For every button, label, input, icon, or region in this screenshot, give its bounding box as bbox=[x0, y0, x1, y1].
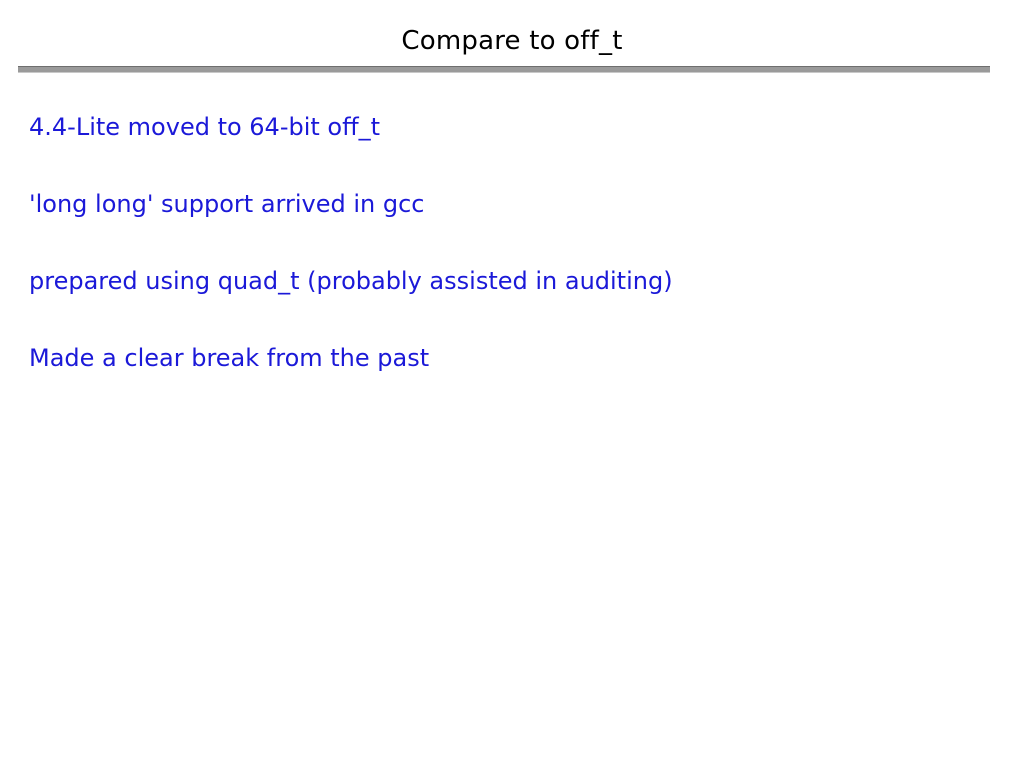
body-line: prepared using quad_t (probably assisted in auditing) bbox=[29, 267, 673, 295]
title-divider bbox=[18, 66, 990, 73]
body-line: 4.4-Lite moved to 64-bit off_t bbox=[29, 113, 381, 141]
body-line: 'long long' support arrived in gcc bbox=[29, 190, 425, 218]
body-line: Made a clear break from the past bbox=[29, 344, 430, 372]
slide-body bbox=[29, 112, 989, 373]
page-title: Compare to off_t bbox=[401, 26, 623, 56]
